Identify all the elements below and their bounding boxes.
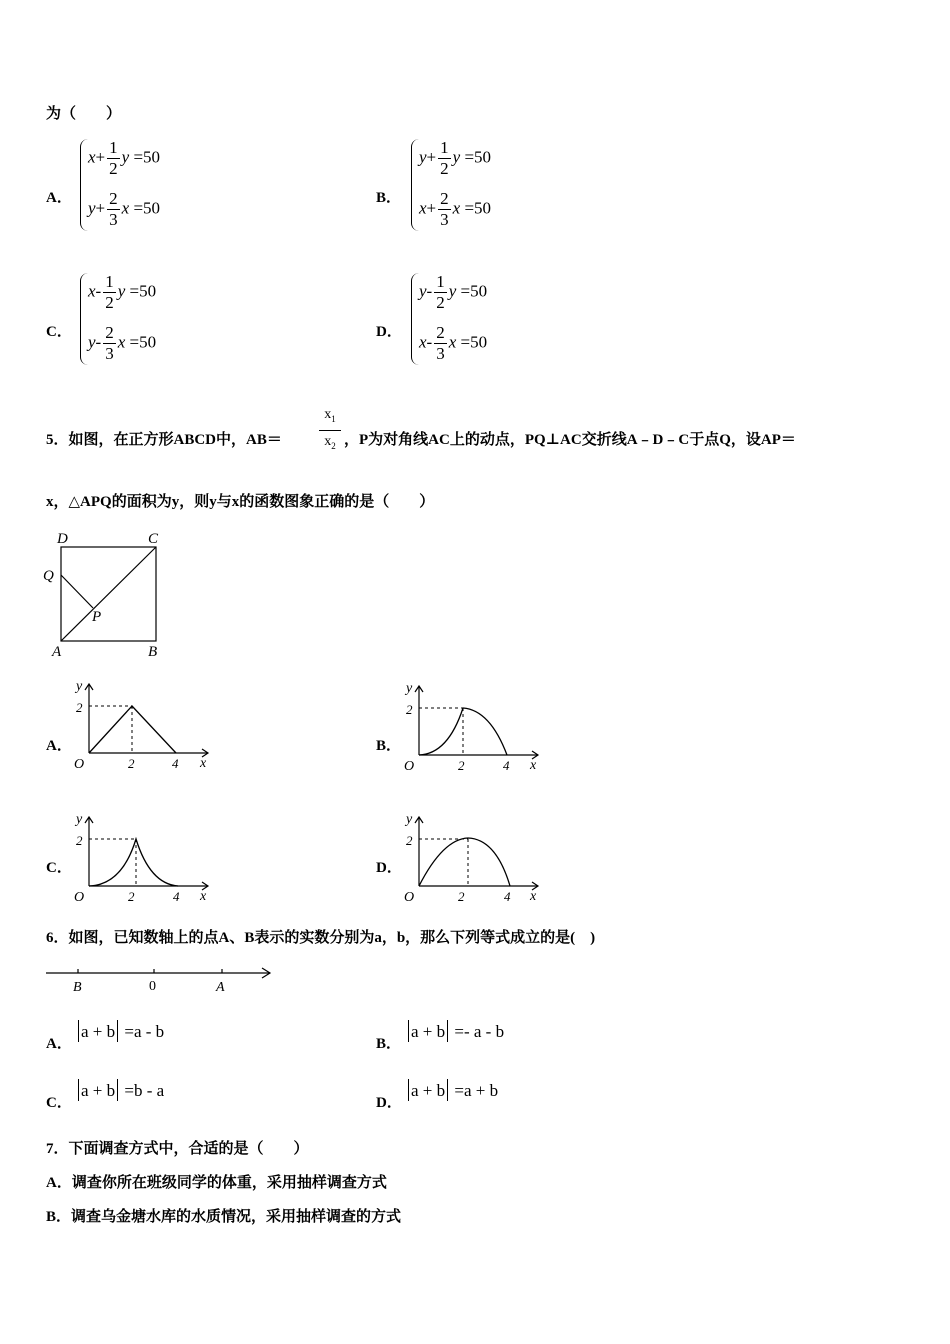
equation-line-2: x- $\frac{2}{3}$ x =50 bbox=[419, 323, 488, 363]
svg-text:B: B bbox=[73, 980, 82, 995]
svg-text:2: 2 bbox=[458, 758, 465, 773]
option-label: B． bbox=[376, 190, 402, 206]
graph-option-c[interactable] bbox=[70, 809, 215, 909]
graph-option-c-label: C． bbox=[46, 860, 72, 876]
equation-line-1: y- $\frac{1}{2}$ y =50 bbox=[419, 272, 488, 312]
equation-line-2: y+ $\frac{2}{3}$ x =50 bbox=[88, 189, 161, 229]
option-label: D． bbox=[376, 1095, 402, 1111]
svg-text:2: 2 bbox=[76, 833, 83, 848]
label-d: D bbox=[57, 531, 68, 547]
equation-line-1: x- $\frac{1}{2}$ y =50 bbox=[88, 272, 157, 312]
svg-text:2: 2 bbox=[128, 756, 135, 771]
svg-text:0: 0 bbox=[149, 979, 156, 994]
graph-option-b[interactable] bbox=[400, 678, 545, 778]
svg-text:2: 2 bbox=[406, 833, 413, 848]
option-label: A． bbox=[46, 1036, 72, 1052]
svg-text:2: 2 bbox=[128, 889, 135, 904]
label-c: C bbox=[148, 531, 159, 547]
svg-text:4: 4 bbox=[503, 758, 510, 773]
label-a: A bbox=[52, 644, 62, 660]
svg-text:y: y bbox=[76, 679, 83, 694]
q7-text: 7．下面调查方式中，合适的是（ ） bbox=[46, 1141, 309, 1157]
svg-text:O: O bbox=[404, 890, 415, 905]
graph-option-a[interactable] bbox=[70, 676, 215, 776]
q7-option-b[interactable]: B．调查乌金塘水库的水质情况，采用抽样调查的方式 bbox=[46, 1209, 402, 1225]
svg-text:2: 2 bbox=[76, 700, 83, 715]
graph-option-d[interactable] bbox=[400, 809, 545, 909]
svg-text:O: O bbox=[404, 759, 415, 774]
equation-line-2: y- $\frac{2}{3}$ x =50 bbox=[88, 323, 157, 363]
question-4-tail: 为（ ） bbox=[46, 106, 122, 122]
svg-text:y: y bbox=[406, 681, 413, 696]
graph-option-b-label: B． bbox=[376, 738, 402, 754]
label-b: B bbox=[148, 644, 158, 660]
svg-text:4: 4 bbox=[504, 889, 511, 904]
label-q: Q bbox=[43, 568, 54, 584]
svg-text:4: 4 bbox=[173, 889, 180, 904]
svg-text:2: 2 bbox=[406, 702, 413, 717]
label-p: P bbox=[92, 609, 102, 625]
square-figure bbox=[40, 528, 170, 660]
option-label: B． bbox=[376, 1036, 402, 1052]
abs-equation: a + b =- a - b bbox=[406, 1020, 504, 1042]
svg-text:x: x bbox=[530, 758, 537, 773]
q5-text-a: 5．如图，在正方形ABCD中，AB＝ bbox=[46, 432, 282, 448]
svg-text:x: x bbox=[530, 889, 537, 904]
q5-text-c: x，△APQ的面积为y，则y与x的函数图象正确的是（ ） bbox=[46, 494, 435, 510]
q5-fraction: $x_1$ $x_2$ bbox=[319, 404, 341, 457]
equation-line-2: x+ $\frac{2}{3}$ x =50 bbox=[419, 189, 492, 229]
svg-text:O: O bbox=[74, 890, 85, 905]
abs-equation: a + b =b - a bbox=[76, 1079, 164, 1101]
svg-text:y: y bbox=[76, 812, 83, 827]
abs-equation: a + b =a - b bbox=[76, 1020, 164, 1042]
q6-text: 6．如图，已知数轴上的点A、B表示的实数分别为a，b，那么下列等式成立的是( ) bbox=[46, 930, 596, 946]
option-label: A． bbox=[46, 190, 72, 206]
svg-text:O: O bbox=[74, 757, 85, 772]
svg-text:2: 2 bbox=[458, 889, 465, 904]
abs-equation: a + b =a + b bbox=[406, 1079, 498, 1101]
svg-text:x: x bbox=[200, 889, 207, 904]
equation-line-1: y+ $\frac{1}{2}$ y =50 bbox=[419, 138, 492, 178]
equation-line-1: x+ $\frac{1}{2}$ y =50 bbox=[88, 138, 161, 178]
option-label: C． bbox=[46, 324, 72, 340]
q7-option-a[interactable]: A．调查你所在班级同学的体重，采用抽样调查方式 bbox=[46, 1175, 387, 1191]
graph-option-a-label: A． bbox=[46, 738, 72, 754]
option-label: D． bbox=[376, 324, 402, 340]
svg-text:A: A bbox=[216, 980, 225, 995]
svg-text:4: 4 bbox=[172, 756, 179, 771]
svg-text:y: y bbox=[406, 812, 413, 827]
svg-text:x: x bbox=[200, 756, 207, 771]
number-line bbox=[40, 958, 280, 1000]
option-label: C． bbox=[46, 1095, 72, 1111]
q5-text-b: ，P为对角线AC上的动点，PQ⊥AC交折线A﹣D﹣C于点Q，设AP＝ bbox=[344, 432, 796, 448]
graph-option-d-label: D． bbox=[376, 860, 402, 876]
